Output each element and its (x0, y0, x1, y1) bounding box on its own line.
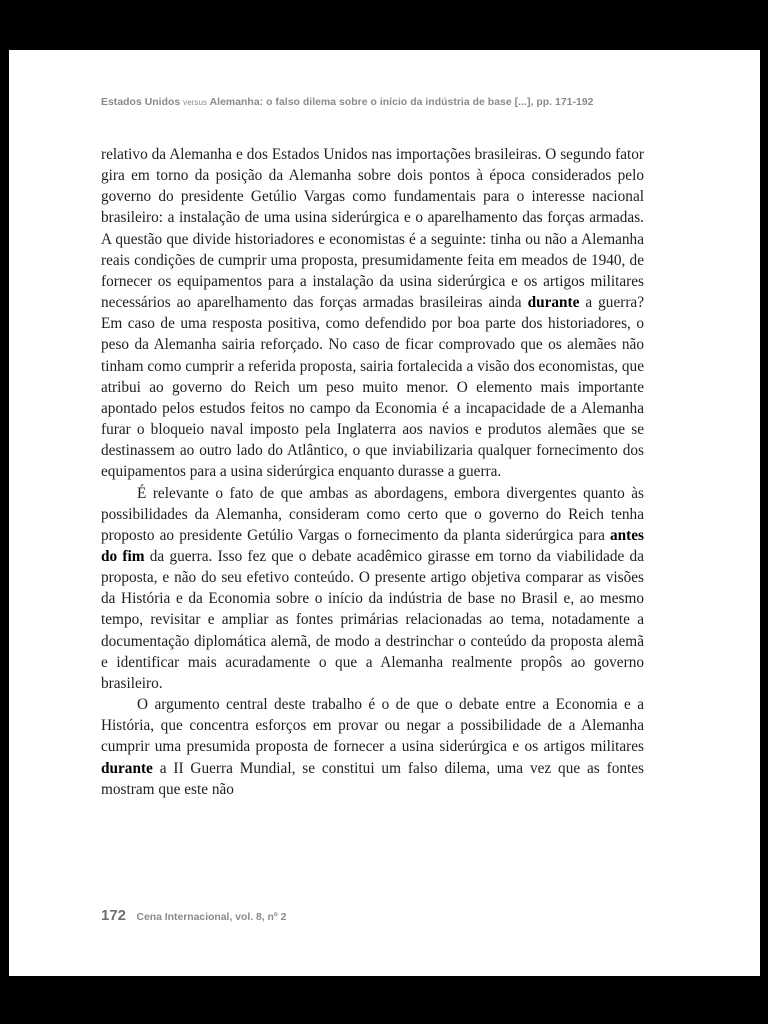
emphasis-text: antes do fim (101, 526, 644, 565)
document-page (9, 50, 760, 976)
paragraph-text: a II Guerra Mundial, se constitui um falso dilema, uma vez que as fontes mostram que este não (101, 759, 644, 798)
paragraph (101, 694, 644, 800)
body-text (101, 144, 644, 800)
journal-citation: Cena Internacional, vol. 8, nº 2 (136, 912, 287, 923)
paragraph-text: da guerra. Isso fez que o debate acadêmico girasse em torno da viabilidade da proposta, e não do seu efetivo conteúdo. O presente artigo objetiva comparar as visões da História e da Economia sobre o início da indústria de base no Brasil e, ao mesmo tempo, revisitar e ampliar as fontes primárias relacionadas ao tema, notadamente a documentação diplomática alemã, de modo a destrinchar o conteúdo da proposta alemã e identificar mais acuradamente o que a Alemanha realmente propôs ao governo brasileiro. (101, 547, 644, 692)
paragraph-text: O argumento central deste trabalho é o de que o debate entre a Economia e a História, que concentra esforços em provar ou negar a possibilidade de a Alemanha cumprir uma presumida proposta de fornecer a usina siderúrgica e os artigos militares (101, 696, 644, 756)
paragraph (101, 144, 644, 483)
header-title-part1: Estados Unidos (101, 97, 181, 108)
page-number: 172 (101, 907, 127, 924)
page-footer (101, 907, 286, 925)
paragraph-text: É relevante o fato de que ambas as abordagens, embora divergentes quanto às possibilidades da Alemanha, consideram como certo que o governo do Reich tenha proposto ao presidente Getúlio Vargas o fornecimento da planta siderúrgica para (101, 484, 644, 544)
emphasis-text: durante (101, 759, 153, 777)
paragraph-text: relativo da Alemanha e dos Estados Unidos nas importações brasileiras. O segundo fator gira em torno da posição da Alemanha sobre dois pontos à época considerados pelo governo do presidente Getúlio Vargas como fundamentais para o interesse nacional brasileiro: a instalação de uma usina siderúrgica e o aparelhamento das forças armadas. A questão que divide historiadores e economistas é a seguinte: tinha ou não a Alemanha reais condições de cumprir uma proposta, presumidamente feita em meados de 1940, de fornecer os equipamentos para a instalação da usina siderúrgica e os artigos militares necessários ao aparelhamento das forças armadas brasileiras ainda (101, 146, 644, 312)
header-versus: versus (183, 98, 208, 107)
paragraph (101, 483, 644, 695)
emphasis-text: durante (527, 294, 580, 312)
header-title-part2: Alemanha: o falso dilema sobre o início da indústria de base [...], pp. 171-192 (209, 97, 594, 108)
paragraph-text: a guerra? Em caso de uma resposta positiva, como defendido por boa parte dos historiadores, o peso da Alemanha sairia reforçado. No caso de ficar comprovado que os alemães não tinham como cumprir a referida proposta, sairia fortalecida a visão dos economistas, que atribui ao governo do Reich um peso muito menor. O elemento mais importante apontado pelos estudos feitos no campo da Economia é a incapacidade de a Alemanha furar o bloqueio naval imposto pela Inglaterra aos navios e produtos alemães que se destinassem ao outro lado do Atlântico, o que inviabilizaria qualquer fornecimento dos equipamentos para a usina siderúrgica enquanto durasse a guerra. (101, 294, 644, 481)
running-header (101, 97, 661, 108)
